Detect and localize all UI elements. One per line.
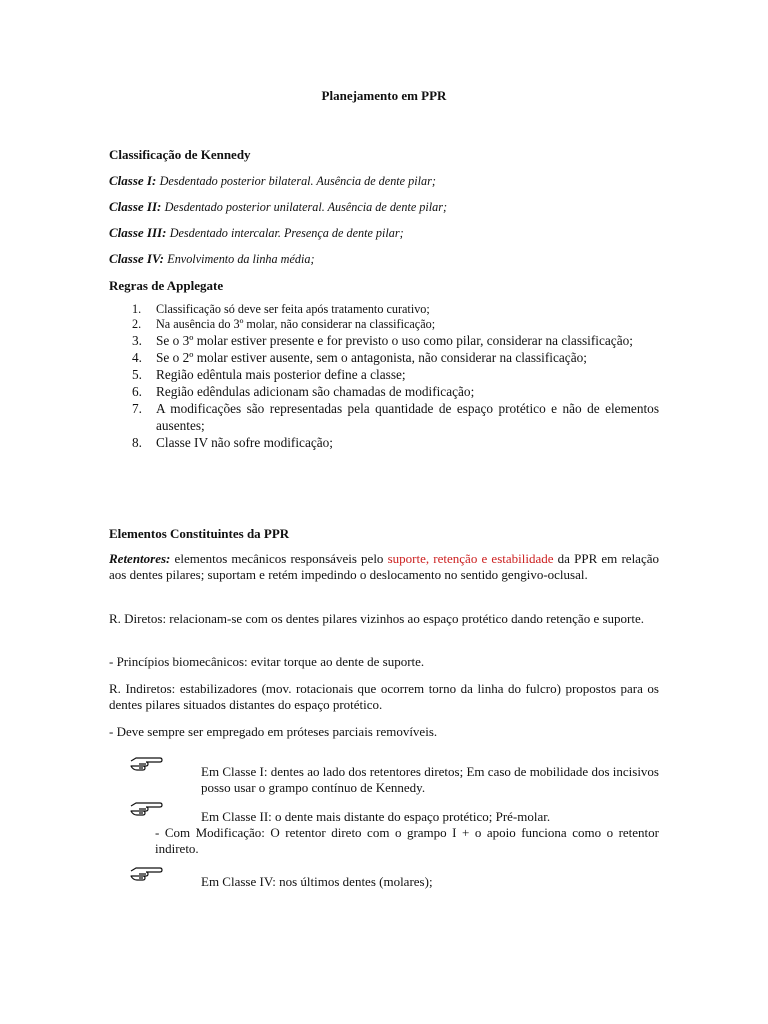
kennedy-class-3 (109, 225, 404, 241)
indiretos-paragraph: R. Indiretos: estabilizadores (mov. rotacionais que ocorrem torno da linha do fulcro) propostos para os dentes pilares situados distantes do espaço protético. (109, 681, 659, 712)
kennedy-class-1 (109, 173, 436, 189)
list-number: 4. (132, 350, 142, 365)
kennedy-class-text: Desdentado posterior unilateral. Ausência de dente pilar; (164, 200, 448, 214)
bullet-classe-4 (129, 874, 659, 890)
list-text: Classificação só deve ser feita após tratamento curativo; (156, 302, 430, 316)
retentores-text-post: da PPR em relação aos dentes pilares; suportam e retém impedindo o deslocamento no sentido gengivo-oclusal. (109, 551, 659, 582)
deve-paragraph: - Deve sempre ser empregado em próteses parciais removíveis. (109, 724, 438, 739)
retentores-label: Retentores: (109, 551, 171, 566)
applegate-heading: Regras de Applegate (109, 278, 224, 293)
list-item (109, 366, 659, 383)
list-item (109, 302, 659, 317)
diretos-paragraph: R. Diretos: relacionam-se com os dentes pilares vizinhos ao espaço protético dando retenção e suporte. (109, 611, 644, 626)
bullet-text: Em Classe II: o dente mais distante do espaço protético; Pré-molar. (201, 809, 551, 824)
pointing-hand-icon (129, 799, 163, 817)
bullet-subtext: - Com Modificação: O retentor direto com o grampo I + o apoio funciona como o retentor indireto. (155, 825, 659, 856)
list-text: Região edêntula mais posterior define a classe; (156, 367, 406, 382)
list-item (109, 400, 659, 434)
retentores-paragraph (109, 551, 659, 583)
page-title: Planejamento em PPR (321, 88, 447, 103)
list-item (109, 332, 659, 349)
list-number: 5. (132, 367, 142, 382)
list-item (109, 349, 659, 366)
kennedy-heading: Classificação de Kennedy (109, 147, 251, 162)
kennedy-class-label: Classe IV: (109, 251, 165, 266)
bullet-classe-1 (129, 764, 659, 796)
kennedy-class-text: Desdentado posterior bilateral. Ausência de dente pilar; (159, 174, 436, 188)
list-text: Na ausência do 3º molar, não considerar na classificação; (156, 317, 436, 331)
kennedy-class-text: Envolvimento da linha média; (167, 252, 315, 266)
list-text: Região edêndulas adicionam são chamadas de modificação; (156, 384, 475, 399)
kennedy-class-label: Classe II: (109, 199, 162, 214)
principios-paragraph: - Princípios biomecânicos: evitar torque ao dente de suporte. (109, 654, 425, 669)
list-number: 7. (132, 401, 142, 416)
pointing-hand-icon (129, 754, 163, 772)
bullet-classe-2 (129, 809, 659, 857)
kennedy-class-4 (109, 251, 315, 267)
retentores-text-pre: elementos mecânicos responsáveis pelo (170, 551, 388, 566)
list-number: 3. (132, 333, 142, 348)
list-number: 6. (132, 384, 142, 399)
kennedy-class-2 (109, 199, 447, 215)
list-number: 8. (132, 435, 142, 450)
kennedy-class-label: Classe I: (109, 173, 157, 188)
kennedy-class-text: Desdentado intercalar. Presença de dente pilar; (169, 226, 404, 240)
list-item (109, 317, 659, 332)
list-text: Se o 3º molar estiver presente e for previsto o uso como pilar, considerar na classificação; (156, 333, 633, 348)
kennedy-class-label: Classe III: (109, 225, 167, 240)
bullet-text: Em Classe I: dentes ao lado dos retentores diretos; Em caso de mobilidade dos incisivos posso usar o grampo contínuo de Kennedy. (201, 764, 659, 795)
bullet-text: Em Classe IV: nos últimos dentes (molares); (201, 874, 433, 889)
list-text: Classe IV não sofre modificação; (156, 435, 333, 450)
list-number: 2. (132, 317, 142, 331)
list-number: 1. (132, 302, 142, 316)
elementos-heading: Elementos Constituintes da PPR (109, 526, 290, 541)
applegate-rules-list (109, 302, 659, 451)
retentores-highlight: suporte, retenção e estabilidade (387, 551, 554, 566)
pointing-hand-icon (129, 864, 163, 882)
list-item (109, 383, 659, 400)
list-text: Se o 2º molar estiver ausente, sem o antagonista, não considerar na classificação; (156, 350, 587, 365)
list-item (109, 434, 659, 451)
list-text: A modificações são representadas pela quantidade de espaço protético e não de elementos ausentes; (156, 401, 659, 433)
